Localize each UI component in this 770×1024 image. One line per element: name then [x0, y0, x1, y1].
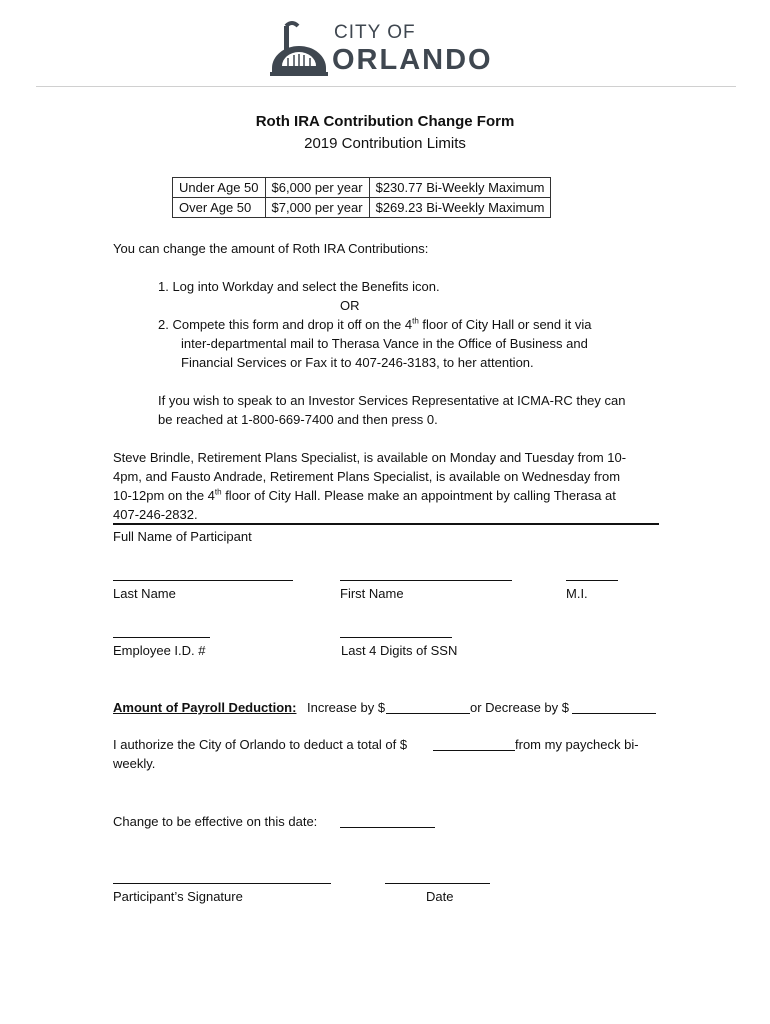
first-name-label: First Name — [340, 586, 404, 601]
step-1: 1. Log into Workday and select the Benefits icon. — [158, 279, 440, 294]
logo-city-of: CITY OF — [334, 22, 416, 43]
payroll-deduction-label: Amount of Payroll Deduction: — [113, 700, 297, 715]
date-label: Date — [426, 889, 454, 904]
age-cell: Over Age 50 — [173, 198, 266, 218]
ssn-label: Last 4 Digits of SSN — [341, 643, 458, 658]
last-name-label: Last Name — [113, 586, 176, 601]
icma-line-1: If you wish to speak to an Investor Services Representative at ICMA-RC they can — [158, 393, 626, 408]
or-text: OR — [340, 298, 360, 313]
city-of-orlando-logo — [268, 20, 508, 80]
effective-date-label: Change to be effective on this date: — [113, 814, 318, 829]
specialists-line-3: 10-12pm on the 4th floor of City Hall. Please make an appointment by calling Therasa at — [113, 487, 616, 503]
contribution-limits-table — [172, 177, 551, 218]
city-hall-dome-icon — [268, 20, 330, 78]
specialists-line-1: Steve Brindle, Retirement Plans Specialist, is available on Monday and Tuesday from 10- — [113, 450, 627, 465]
header-divider — [36, 86, 736, 87]
employee-id-label: Employee I.D. # — [113, 643, 206, 658]
first-name-field[interactable] — [340, 580, 512, 581]
decrease-amount-field[interactable] — [572, 713, 656, 714]
increase-label: Increase by $ — [307, 700, 386, 715]
annual-cell: $6,000 per year — [265, 178, 369, 198]
specialists-line-2: 4pm, and Fausto Andrade, Retirement Plans Specialist, is available on Wednesday from — [113, 469, 621, 484]
form-subtitle: 2019 Contribution Limits — [304, 135, 466, 152]
last-name-field[interactable] — [113, 580, 293, 581]
decrease-label: or Decrease by $ — [470, 700, 569, 715]
authorize-amount-field[interactable] — [433, 750, 515, 751]
step-2-line-2: inter-departmental mail to Therasa Vance in the Office of Business and — [181, 336, 588, 351]
intro-text: You can change the amount of Roth IRA Contributions: — [113, 241, 429, 256]
authorize-label: I authorize the City of Orlando to deduct a total of $ — [113, 737, 408, 752]
ssn-field[interactable] — [340, 637, 452, 638]
annual-cell: $7,000 per year — [265, 198, 369, 218]
increase-amount-field[interactable] — [386, 713, 470, 714]
icma-line-2: be reached at 1-800-669-7400 and then press 0. — [158, 412, 438, 427]
form-title: Roth IRA Contribution Change Form — [255, 113, 515, 130]
logo-orlando: ORLANDO — [332, 44, 493, 76]
full-name-label: Full Name of Participant — [113, 529, 252, 544]
step-2-line-3: Financial Services or Fax it to 407-246-3183, to her attention. — [181, 355, 534, 370]
specialists-line-4: 407-246-2832. — [113, 507, 198, 522]
age-cell: Under Age 50 — [173, 178, 266, 198]
table-row — [173, 178, 551, 198]
signature-label: Participant’s Signature — [113, 889, 243, 904]
authorize-label-end: from my paycheck bi- — [515, 737, 639, 752]
authorize-label-line-2: weekly. — [113, 756, 156, 771]
effective-date-field[interactable] — [340, 827, 435, 828]
section-divider — [113, 523, 659, 525]
mi-field[interactable] — [566, 580, 618, 581]
employee-id-field[interactable] — [113, 637, 210, 638]
biweekly-cell: $269.23 Bi-Weekly Maximum — [369, 198, 551, 218]
date-field[interactable] — [385, 883, 490, 884]
step-2-line-1: 2. Compete this form and drop it off on the 4th floor of City Hall or send it via — [158, 316, 592, 332]
signature-field[interactable] — [113, 883, 331, 884]
table-row — [173, 198, 551, 218]
biweekly-cell: $230.77 Bi-Weekly Maximum — [369, 178, 551, 198]
mi-label: M.I. — [566, 586, 588, 601]
